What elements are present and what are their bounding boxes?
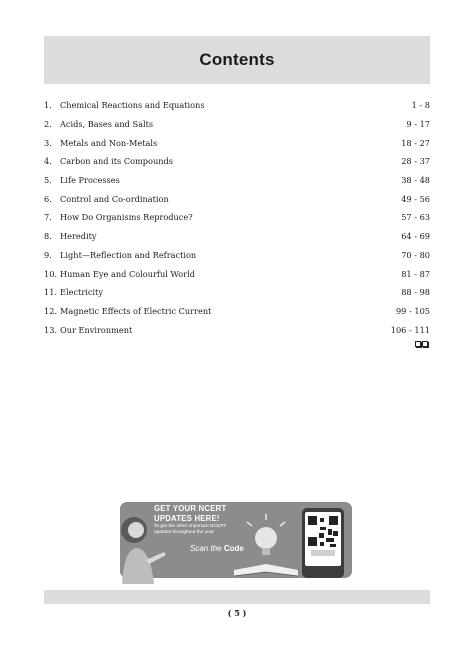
- toc-entry-pages: 64 - 69: [401, 231, 430, 242]
- banner-illustration: [116, 500, 356, 584]
- footer-band: [44, 590, 430, 604]
- banner-subtext: To get the other important NCERT updates throughout the year: [154, 524, 227, 535]
- ncert-updates-banner[interactable]: [116, 500, 356, 584]
- toc-entry-title: Chemical Reactions and Equations: [60, 100, 205, 111]
- toc-entry[interactable]: [44, 208, 430, 227]
- scan-code-label: Scan the Code: [190, 544, 244, 553]
- toc-entry[interactable]: [44, 302, 430, 321]
- toc-entry-number: 9.: [44, 249, 52, 260]
- toc-entry-title: Life Processes: [60, 175, 120, 186]
- toc-entry-title: Metals and Non-Metals: [60, 137, 158, 148]
- toc-entry-pages: 99 - 105: [395, 305, 430, 316]
- toc-entry[interactable]: [44, 133, 430, 152]
- toc-entry-title: Human Eye and Colourful World: [60, 268, 195, 279]
- toc-entry[interactable]: [44, 189, 430, 208]
- toc-entry-number: 11.: [44, 287, 58, 298]
- toc-entry-pages: 1 - 8: [411, 100, 430, 111]
- toc-entry[interactable]: [44, 171, 430, 190]
- toc-entry-number: 4.: [44, 156, 52, 167]
- toc-entry-pages: 28 - 37: [401, 156, 430, 167]
- toc-entry-number: 1.: [44, 100, 52, 111]
- toc-entry[interactable]: [44, 283, 430, 302]
- toc-entry-title: Carbon and its Compounds: [60, 156, 173, 167]
- toc-entry[interactable]: [44, 320, 430, 339]
- toc-entry-pages: 88 - 98: [401, 287, 430, 298]
- table-of-contents: [44, 96, 430, 339]
- toc-entry-title: Heredity: [60, 231, 97, 242]
- toc-entry-pages: 18 - 27: [401, 137, 430, 148]
- page-number: ( 5 ): [227, 608, 247, 618]
- toc-entry-number: 2.: [44, 119, 52, 130]
- toc-entry[interactable]: [44, 264, 430, 283]
- toc-entry-pages: 81 - 87: [401, 268, 430, 279]
- page-title: Contents: [199, 50, 275, 69]
- toc-entry-number: 6.: [44, 193, 52, 204]
- toc-entry-title: Light—Reflection and Refraction: [60, 249, 197, 260]
- toc-entry-title: Electricity: [60, 287, 103, 298]
- end-mark-icon: [415, 341, 428, 347]
- toc-entry[interactable]: [44, 115, 430, 134]
- banner-heading: GET YOUR NCERT UPDATES HERE!: [154, 504, 227, 523]
- toc-entry-pages: 57 - 63: [401, 212, 430, 223]
- toc-entry-number: 5.: [44, 175, 52, 186]
- toc-entry-number: 3.: [44, 137, 52, 148]
- toc-entry-number: 7.: [44, 212, 52, 223]
- toc-entry-title: Acids, Bases and Salts: [60, 119, 154, 130]
- toc-entry-pages: 9 - 17: [406, 119, 430, 130]
- toc-entry-number: 10.: [44, 268, 58, 279]
- toc-entry-title: How Do Organisms Reproduce?: [60, 212, 193, 223]
- toc-entry[interactable]: [44, 246, 430, 265]
- toc-entry-pages: 106 - 111: [390, 324, 430, 335]
- toc-entry-title: Control and Co-ordination: [60, 193, 169, 204]
- toc-entry-number: 13.: [44, 324, 58, 335]
- toc-entry-pages: 38 - 48: [401, 175, 430, 186]
- toc-entry-title: Our Environment: [60, 324, 133, 335]
- toc-entry-pages: 70 - 80: [401, 249, 430, 260]
- phone-qr-icon: [302, 508, 344, 578]
- toc-entry[interactable]: [44, 152, 430, 171]
- contents-header: [44, 36, 430, 84]
- toc-entry[interactable]: [44, 96, 430, 115]
- toc-entry-title: Magnetic Effects of Electric Current: [60, 305, 212, 316]
- toc-entry-number: 12.: [44, 305, 58, 316]
- toc-entry-pages: 49 - 56: [401, 193, 430, 204]
- toc-entry[interactable]: [44, 227, 430, 246]
- toc-entry-number: 8.: [44, 231, 52, 242]
